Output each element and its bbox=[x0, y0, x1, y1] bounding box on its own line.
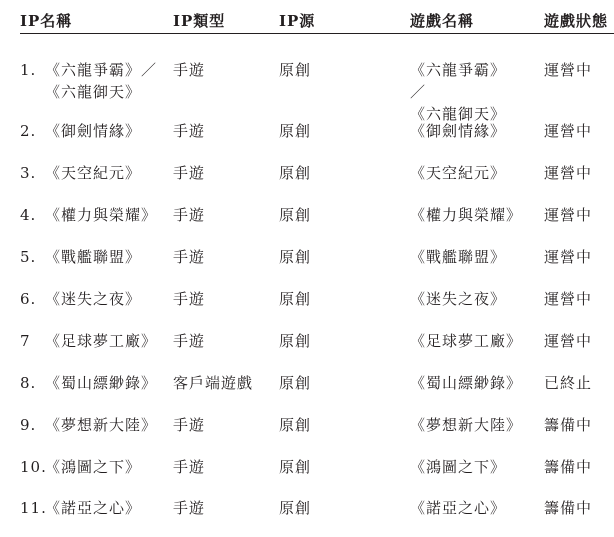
table-row bbox=[0, 414, 614, 454]
table-row bbox=[0, 456, 614, 496]
ip-name-cell: 《諾亞之心》 bbox=[45, 499, 142, 517]
ip-type-cell: 手遊 bbox=[173, 290, 206, 308]
game-status-cell: 籌備中 bbox=[544, 416, 593, 434]
game-status-cell: 運營中 bbox=[544, 290, 593, 308]
game-name-cell: 《諾亞之心》 bbox=[410, 499, 507, 517]
header-divider bbox=[20, 33, 614, 34]
row-number: 10. bbox=[20, 458, 47, 476]
ip-name-cell: 《足球夢工廠》 bbox=[45, 332, 158, 350]
game-name-cell: 《夢想新大陸》 bbox=[410, 416, 523, 434]
game-status-cell: 籌備中 bbox=[544, 499, 593, 517]
table-row bbox=[0, 497, 614, 537]
ip-type-cell: 手遊 bbox=[173, 206, 206, 224]
game-name-cell: 《迷失之夜》 bbox=[410, 290, 507, 308]
ip-name-cell: 《天空紀元》 bbox=[45, 164, 142, 182]
game-name-cell: 《六龍爭霸》／ 《六龍御天》 bbox=[410, 61, 507, 123]
ip-source-cell: 原創 bbox=[279, 122, 312, 140]
ip-source-cell: 原創 bbox=[279, 374, 312, 392]
ip-type-cell: 手遊 bbox=[173, 416, 206, 434]
row-number: 5. bbox=[20, 248, 37, 266]
ip-type-cell: 手遊 bbox=[173, 164, 206, 182]
ip-name-cell: 《鴻圖之下》 bbox=[45, 458, 142, 476]
table-row bbox=[0, 246, 614, 286]
ip-type-cell: 手遊 bbox=[173, 332, 206, 350]
row-number: 11. bbox=[20, 499, 47, 517]
game-status-cell: 籌備中 bbox=[544, 458, 593, 476]
row-number: 6. bbox=[20, 290, 37, 308]
game-status-cell: 運營中 bbox=[544, 122, 593, 140]
table-row bbox=[0, 372, 614, 412]
game-status-cell: 運營中 bbox=[544, 206, 593, 224]
ip-source-cell: 原創 bbox=[279, 499, 312, 517]
ip-type-cell: 手遊 bbox=[173, 458, 206, 476]
ip-source-cell: 原創 bbox=[279, 248, 312, 266]
ip-name-cell: 《六龍爭霸》／ 《六龍御天》 bbox=[45, 61, 158, 101]
ip-type-cell: 手遊 bbox=[173, 248, 206, 266]
ip-source-cell: 原創 bbox=[279, 61, 312, 79]
ip-type-cell: 客戶端遊戲 bbox=[173, 374, 254, 392]
table-row bbox=[0, 120, 614, 160]
ip-name-cell: 《御劍情緣》 bbox=[45, 122, 142, 140]
game-status-cell: 運營中 bbox=[544, 332, 593, 350]
ip-source-cell: 原創 bbox=[279, 290, 312, 308]
header-game-name: 遊戲名稱 bbox=[410, 12, 475, 30]
game-name-cell: 《御劍情緣》 bbox=[410, 122, 507, 140]
game-name-cell: 《天空紀元》 bbox=[410, 164, 507, 182]
table-row bbox=[0, 162, 614, 202]
table-row bbox=[0, 59, 614, 123]
table-row bbox=[0, 330, 614, 370]
ip-source-cell: 原創 bbox=[279, 164, 312, 182]
row-number: 2. bbox=[20, 122, 37, 140]
ip-name-cell: 《夢想新大陸》 bbox=[45, 416, 158, 434]
ip-type-cell: 手遊 bbox=[173, 499, 206, 517]
ip-name-cell: 《迷失之夜》 bbox=[45, 290, 142, 308]
row-number: 8. bbox=[20, 374, 37, 392]
game-name-cell: 《權力與榮耀》 bbox=[410, 206, 523, 224]
ip-name-cell: 《戰艦聯盟》 bbox=[45, 248, 142, 266]
row-number: 4. bbox=[20, 206, 37, 224]
game-name-cell: 《鴻圖之下》 bbox=[410, 458, 507, 476]
header-ip-type: IP類型 bbox=[173, 12, 226, 30]
game-status-cell: 運營中 bbox=[544, 248, 593, 266]
game-status-cell: 運營中 bbox=[544, 164, 593, 182]
header-ip-source: IP源 bbox=[279, 12, 316, 30]
game-status-cell: 運營中 bbox=[544, 61, 593, 79]
ip-source-cell: 原創 bbox=[279, 416, 312, 434]
row-number: 3. bbox=[20, 164, 37, 182]
table-row bbox=[0, 204, 614, 244]
header-game-status: 遊戲狀態 bbox=[544, 12, 609, 30]
ip-source-cell: 原創 bbox=[279, 206, 312, 224]
ip-type-cell: 手遊 bbox=[173, 61, 206, 79]
ip-source-cell: 原創 bbox=[279, 332, 312, 350]
row-number: 7 bbox=[20, 332, 31, 350]
game-name-cell: 《戰艦聯盟》 bbox=[410, 248, 507, 266]
table-row bbox=[0, 288, 614, 328]
row-number: 9. bbox=[20, 416, 37, 434]
ip-type-cell: 手遊 bbox=[173, 122, 206, 140]
row-number: 1. bbox=[20, 61, 37, 79]
game-name-cell: 《蜀山縹緲錄》 bbox=[410, 374, 523, 392]
ip-source-cell: 原創 bbox=[279, 458, 312, 476]
game-name-cell: 《足球夢工廠》 bbox=[410, 332, 523, 350]
game-status-cell: 已終止 bbox=[544, 374, 593, 392]
ip-name-cell: 《權力與榮耀》 bbox=[45, 206, 158, 224]
ip-name-cell: 《蜀山縹緲錄》 bbox=[45, 374, 158, 392]
header-ip-name: IP名稱 bbox=[20, 12, 73, 30]
